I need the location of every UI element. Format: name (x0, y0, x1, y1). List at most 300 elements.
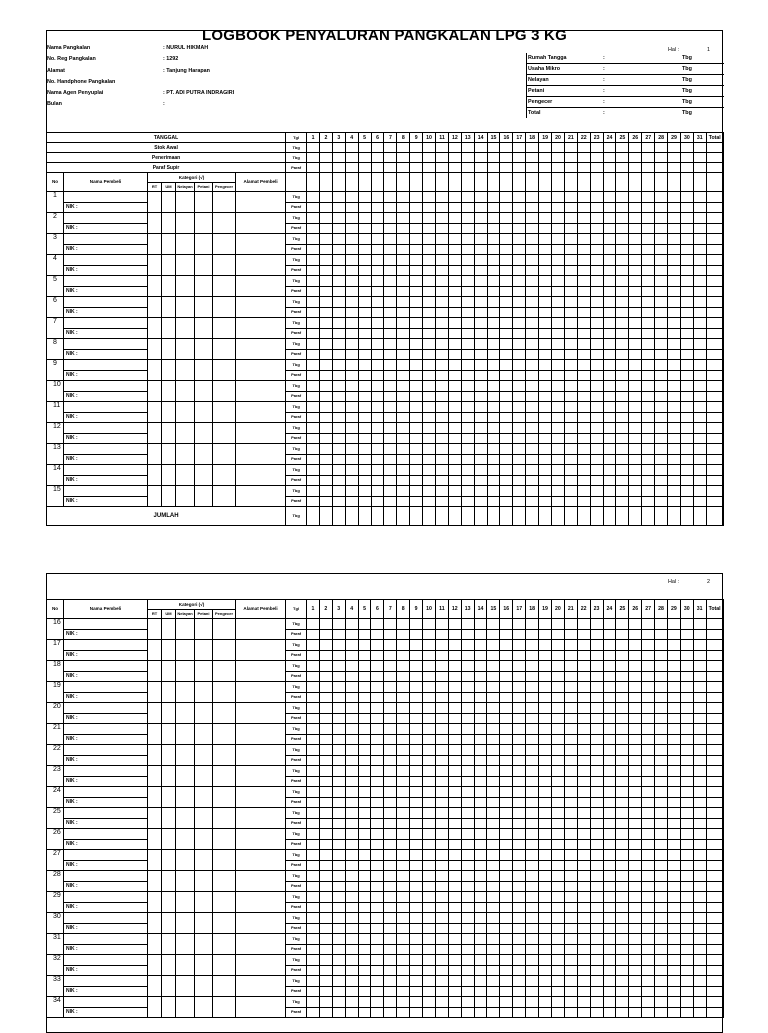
day-cell[interactable] (668, 153, 681, 163)
day-cell[interactable] (667, 913, 680, 924)
day-cell[interactable] (307, 163, 320, 173)
day-cell[interactable] (564, 871, 577, 882)
kategori-checkbox[interactable] (195, 192, 213, 213)
day-cell[interactable] (371, 986, 384, 997)
kategori-checkbox[interactable] (162, 640, 176, 661)
kategori-checkbox[interactable] (162, 766, 176, 787)
day-cell[interactable] (487, 192, 500, 203)
day-cell[interactable] (423, 902, 436, 913)
day-cell[interactable] (461, 370, 474, 381)
day-cell[interactable] (410, 276, 423, 287)
day-cell[interactable] (616, 671, 629, 682)
day-cell[interactable] (371, 360, 384, 371)
nik-field[interactable]: NIK : (64, 734, 148, 745)
buyer-name-field[interactable] (64, 619, 148, 630)
day-cell[interactable] (345, 276, 358, 287)
day-cell[interactable] (551, 682, 564, 693)
kategori-checkbox[interactable] (162, 682, 176, 703)
day-cell[interactable] (384, 766, 397, 777)
day-cell[interactable] (307, 902, 320, 913)
day-cell[interactable] (680, 349, 693, 360)
day-cell[interactable] (513, 173, 526, 192)
day-cell[interactable] (693, 475, 706, 486)
day-cell[interactable] (551, 629, 564, 640)
day-cell[interactable] (423, 349, 436, 360)
day-cell[interactable] (332, 871, 345, 882)
day-cell[interactable] (474, 173, 487, 192)
day-cell[interactable] (655, 496, 668, 507)
day-cell[interactable] (526, 661, 539, 672)
day-cell[interactable] (564, 381, 577, 392)
day-cell[interactable] (680, 276, 693, 287)
day-cell[interactable] (397, 234, 410, 245)
day-cell[interactable] (616, 629, 629, 640)
day-cell[interactable] (423, 629, 436, 640)
day-cell[interactable] (397, 881, 410, 892)
day-cell[interactable] (590, 202, 603, 213)
day-cell[interactable] (577, 412, 590, 423)
day-cell[interactable] (319, 944, 332, 955)
day-cell[interactable] (526, 629, 539, 640)
day-cell[interactable] (551, 976, 564, 987)
day-cell[interactable] (577, 776, 590, 787)
day-cell[interactable] (552, 475, 565, 486)
day-cell[interactable] (616, 339, 629, 350)
day-cell[interactable] (423, 423, 436, 434)
day-cell[interactable] (307, 976, 320, 987)
buyer-address-field[interactable] (236, 871, 286, 892)
day-cell[interactable] (461, 255, 474, 266)
kategori-checkbox[interactable] (148, 192, 162, 213)
day-cell[interactable] (680, 808, 693, 819)
day-cell[interactable] (436, 276, 449, 287)
day-cell[interactable] (384, 173, 397, 192)
day-cell[interactable] (410, 444, 423, 455)
day-cell[interactable] (384, 997, 397, 1008)
day-cell[interactable] (307, 682, 320, 693)
day-cell[interactable] (307, 234, 320, 245)
day-cell[interactable] (307, 944, 320, 955)
day-cell[interactable] (461, 444, 474, 455)
day-cell[interactable] (332, 318, 345, 329)
day-cell[interactable] (307, 797, 320, 808)
day-cell[interactable] (307, 297, 320, 308)
day-cell[interactable] (564, 976, 577, 987)
day-cell[interactable] (629, 143, 642, 153)
total-cell[interactable] (706, 902, 723, 913)
day-cell[interactable] (577, 223, 590, 234)
day-cell[interactable] (487, 923, 500, 934)
day-cell[interactable] (577, 163, 590, 173)
day-cell[interactable] (642, 163, 655, 173)
day-cell[interactable] (345, 486, 358, 497)
day-cell[interactable] (474, 640, 487, 651)
day-cell[interactable] (423, 412, 436, 423)
day-cell[interactable] (500, 692, 513, 703)
day-cell[interactable] (603, 797, 616, 808)
kategori-checkbox[interactable] (176, 682, 195, 703)
day-cell[interactable] (423, 839, 436, 850)
day-cell[interactable] (539, 755, 552, 766)
day-cell[interactable] (526, 496, 539, 507)
day-cell[interactable] (461, 976, 474, 987)
buyer-address-field[interactable] (236, 682, 286, 703)
day-cell[interactable] (693, 734, 706, 745)
day-cell[interactable] (526, 776, 539, 787)
day-cell[interactable] (461, 234, 474, 245)
total-cell[interactable] (706, 412, 723, 423)
day-cell[interactable] (564, 745, 577, 756)
day-cell[interactable] (590, 839, 603, 850)
day-cell[interactable] (307, 671, 320, 682)
kategori-checkbox[interactable] (148, 829, 162, 850)
day-cell[interactable] (436, 402, 449, 413)
day-cell[interactable] (539, 650, 552, 661)
total-cell[interactable] (706, 640, 723, 651)
buyer-address-field[interactable] (236, 486, 286, 507)
day-cell[interactable] (320, 496, 333, 507)
day-cell[interactable] (680, 297, 693, 308)
day-cell[interactable] (513, 465, 526, 476)
day-cell[interactable] (436, 370, 449, 381)
day-cell[interactable] (332, 829, 345, 840)
day-cell[interactable] (448, 307, 461, 318)
day-cell[interactable] (410, 307, 423, 318)
day-cell[interactable] (513, 297, 526, 308)
day-cell[interactable] (474, 402, 487, 413)
day-cell[interactable] (371, 871, 384, 882)
day-cell[interactable] (603, 808, 616, 819)
day-cell[interactable] (371, 787, 384, 798)
day-cell[interactable] (487, 244, 500, 255)
day-cell[interactable] (448, 360, 461, 371)
day-cell[interactable] (564, 265, 577, 276)
day-cell[interactable] (397, 297, 410, 308)
kategori-checkbox[interactable] (162, 661, 176, 682)
day-cell[interactable] (539, 986, 552, 997)
day-cell[interactable] (371, 682, 384, 693)
day-cell[interactable] (539, 286, 552, 297)
day-cell[interactable] (577, 955, 590, 966)
day-cell[interactable] (436, 255, 449, 266)
day-cell[interactable] (655, 629, 668, 640)
day-cell[interactable] (435, 787, 448, 798)
day-cell[interactable] (487, 682, 500, 693)
day-cell[interactable] (655, 286, 668, 297)
day-cell[interactable] (500, 755, 513, 766)
day-cell[interactable] (680, 202, 693, 213)
day-cell[interactable] (539, 192, 552, 203)
day-cell[interactable] (461, 661, 474, 672)
day-cell[interactable] (668, 318, 681, 329)
kategori-checkbox[interactable] (162, 850, 176, 871)
day-cell[interactable] (358, 965, 371, 976)
day-cell[interactable] (642, 818, 655, 829)
buyer-address-field[interactable] (236, 318, 286, 339)
day-cell[interactable] (616, 328, 629, 339)
day-cell[interactable] (603, 286, 616, 297)
total-cell[interactable] (706, 839, 723, 850)
day-cell[interactable] (668, 444, 681, 455)
kategori-checkbox[interactable] (148, 619, 162, 640)
day-cell[interactable] (461, 163, 474, 173)
day-cell[interactable] (655, 433, 668, 444)
day-cell[interactable] (590, 349, 603, 360)
buyer-name-field[interactable] (64, 234, 148, 245)
day-cell[interactable] (410, 839, 423, 850)
day-cell[interactable] (693, 923, 706, 934)
day-cell[interactable] (642, 255, 655, 266)
nik-field[interactable]: NIK : (64, 986, 148, 997)
kategori-checkbox[interactable] (176, 465, 195, 486)
day-cell[interactable] (590, 913, 603, 924)
day-cell[interactable] (319, 986, 332, 997)
day-cell[interactable] (680, 223, 693, 234)
nik-field[interactable]: NIK : (64, 755, 148, 766)
day-cell[interactable] (655, 486, 668, 497)
day-cell[interactable] (552, 444, 565, 455)
day-cell[interactable] (539, 808, 552, 819)
day-cell[interactable] (500, 944, 513, 955)
day-cell[interactable] (384, 902, 397, 913)
day-cell[interactable] (680, 307, 693, 318)
day-cell[interactable] (539, 934, 552, 945)
day-cell[interactable] (410, 640, 423, 651)
day-cell[interactable] (423, 808, 436, 819)
day-cell[interactable] (668, 223, 681, 234)
day-cell[interactable] (397, 640, 410, 651)
kategori-checkbox[interactable] (195, 486, 213, 507)
day-cell[interactable] (461, 223, 474, 234)
day-cell[interactable] (693, 465, 706, 476)
day-cell[interactable] (668, 143, 681, 153)
day-cell[interactable] (410, 286, 423, 297)
day-cell[interactable] (345, 881, 358, 892)
day-cell[interactable] (513, 234, 526, 245)
day-cell[interactable] (358, 839, 371, 850)
day-cell[interactable] (487, 640, 500, 651)
kategori-checkbox[interactable] (195, 682, 213, 703)
day-cell[interactable] (693, 829, 706, 840)
day-cell[interactable] (345, 976, 358, 987)
day-cell[interactable] (474, 153, 487, 163)
day-cell[interactable] (577, 486, 590, 497)
day-cell[interactable] (693, 860, 706, 871)
day-cell[interactable] (461, 328, 474, 339)
day-cell[interactable] (513, 766, 526, 777)
day-cell[interactable] (307, 391, 320, 402)
day-cell[interactable] (539, 1007, 552, 1018)
day-cell[interactable] (461, 349, 474, 360)
day-cell[interactable] (603, 755, 616, 766)
day-cell[interactable] (551, 650, 564, 661)
kategori-checkbox[interactable] (148, 360, 162, 381)
day-cell[interactable] (332, 986, 345, 997)
day-cell[interactable] (500, 640, 513, 651)
day-cell[interactable] (539, 173, 552, 192)
day-cell[interactable] (320, 276, 333, 287)
day-cell[interactable] (616, 412, 629, 423)
day-cell[interactable] (307, 692, 320, 703)
day-cell[interactable] (629, 713, 642, 724)
day-cell[interactable] (448, 734, 461, 745)
buyer-name-field[interactable] (64, 955, 148, 966)
day-cell[interactable] (539, 619, 552, 630)
day-cell[interactable] (474, 297, 487, 308)
day-cell[interactable] (603, 955, 616, 966)
day-cell[interactable] (513, 829, 526, 840)
day-cell[interactable] (436, 475, 449, 486)
day-cell[interactable] (307, 787, 320, 798)
kategori-checkbox[interactable] (195, 829, 213, 850)
day-cell[interactable] (461, 433, 474, 444)
day-cell[interactable] (397, 986, 410, 997)
day-cell[interactable] (539, 143, 552, 153)
total-cell[interactable] (706, 318, 723, 329)
day-cell[interactable] (384, 923, 397, 934)
day-cell[interactable] (474, 507, 487, 526)
buyer-name-field[interactable] (64, 297, 148, 308)
day-cell[interactable] (500, 486, 513, 497)
buyer-name-field[interactable] (64, 871, 148, 882)
day-cell[interactable] (448, 808, 461, 819)
day-cell[interactable] (423, 976, 436, 987)
day-cell[interactable] (384, 797, 397, 808)
day-cell[interactable] (629, 202, 642, 213)
day-cell[interactable] (564, 619, 577, 630)
day-cell[interactable] (551, 860, 564, 871)
day-cell[interactable] (448, 173, 461, 192)
day-cell[interactable] (410, 381, 423, 392)
day-cell[interactable] (680, 213, 693, 224)
day-cell[interactable] (319, 640, 332, 651)
day-cell[interactable] (616, 143, 629, 153)
day-cell[interactable] (448, 713, 461, 724)
day-cell[interactable] (319, 755, 332, 766)
day-cell[interactable] (629, 297, 642, 308)
total-cell[interactable] (706, 944, 723, 955)
day-cell[interactable] (397, 265, 410, 276)
day-cell[interactable] (332, 808, 345, 819)
day-cell[interactable] (655, 173, 668, 192)
day-cell[interactable] (345, 153, 358, 163)
kategori-checkbox[interactable] (162, 444, 176, 465)
day-cell[interactable] (590, 619, 603, 630)
nik-field[interactable]: NIK : (64, 818, 148, 829)
day-cell[interactable] (461, 902, 474, 913)
day-cell[interactable] (539, 640, 552, 651)
kategori-checkbox[interactable] (213, 381, 236, 402)
day-cell[interactable] (320, 255, 333, 266)
day-cell[interactable] (552, 307, 565, 318)
day-cell[interactable] (655, 276, 668, 287)
day-cell[interactable] (474, 976, 487, 987)
day-cell[interactable] (436, 423, 449, 434)
day-cell[interactable] (307, 244, 320, 255)
kategori-checkbox[interactable] (162, 724, 176, 745)
day-cell[interactable] (345, 997, 358, 1008)
day-cell[interactable] (371, 850, 384, 861)
day-cell[interactable] (423, 163, 436, 173)
day-cell[interactable] (629, 629, 642, 640)
day-cell[interactable] (655, 640, 668, 651)
day-cell[interactable] (564, 433, 577, 444)
day-cell[interactable] (423, 745, 436, 756)
day-cell[interactable] (667, 745, 680, 756)
day-cell[interactable] (680, 997, 693, 1008)
day-cell[interactable] (436, 444, 449, 455)
day-cell[interactable] (564, 692, 577, 703)
day-cell[interactable] (448, 871, 461, 882)
day-cell[interactable] (693, 892, 706, 903)
day-cell[interactable] (668, 412, 681, 423)
day-cell[interactable] (384, 976, 397, 987)
day-cell[interactable] (487, 713, 500, 724)
day-cell[interactable] (487, 433, 500, 444)
kategori-checkbox[interactable] (213, 955, 236, 976)
day-cell[interactable] (513, 650, 526, 661)
day-cell[interactable] (345, 640, 358, 651)
day-cell[interactable] (642, 871, 655, 882)
day-cell[interactable] (358, 360, 371, 371)
day-cell[interactable] (423, 318, 436, 329)
day-cell[interactable] (642, 682, 655, 693)
day-cell[interactable] (384, 202, 397, 213)
day-cell[interactable] (345, 965, 358, 976)
day-cell[interactable] (423, 850, 436, 861)
day-cell[interactable] (603, 360, 616, 371)
day-cell[interactable] (616, 713, 629, 724)
day-cell[interactable] (358, 213, 371, 224)
day-cell[interactable] (552, 265, 565, 276)
day-cell[interactable] (513, 692, 526, 703)
day-cell[interactable] (552, 276, 565, 287)
day-cell[interactable] (616, 724, 629, 735)
buyer-address-field[interactable] (236, 934, 286, 955)
day-cell[interactable] (487, 808, 500, 819)
day-cell[interactable] (616, 734, 629, 745)
day-cell[interactable] (616, 997, 629, 1008)
day-cell[interactable] (319, 892, 332, 903)
day-cell[interactable] (384, 433, 397, 444)
day-cell[interactable] (526, 944, 539, 955)
day-cell[interactable] (629, 486, 642, 497)
day-cell[interactable] (474, 650, 487, 661)
day-cell[interactable] (616, 703, 629, 714)
day-cell[interactable] (655, 776, 668, 787)
day-cell[interactable] (448, 496, 461, 507)
day-cell[interactable] (423, 234, 436, 245)
day-cell[interactable] (410, 902, 423, 913)
nik-field[interactable]: NIK : (64, 412, 148, 423)
day-cell[interactable] (680, 255, 693, 266)
day-cell[interactable] (526, 244, 539, 255)
day-cell[interactable] (590, 650, 603, 661)
day-cell[interactable] (629, 192, 642, 203)
day-cell[interactable] (500, 223, 513, 234)
day-cell[interactable] (526, 465, 539, 476)
day-cell[interactable] (410, 734, 423, 745)
day-cell[interactable] (629, 423, 642, 434)
day-cell[interactable] (435, 1007, 448, 1018)
day-cell[interactable] (487, 318, 500, 329)
day-cell[interactable] (436, 213, 449, 224)
day-cell[interactable] (693, 391, 706, 402)
nik-field[interactable]: NIK : (64, 860, 148, 871)
day-cell[interactable] (384, 234, 397, 245)
day-cell[interactable] (526, 976, 539, 987)
total-cell[interactable] (706, 776, 723, 787)
